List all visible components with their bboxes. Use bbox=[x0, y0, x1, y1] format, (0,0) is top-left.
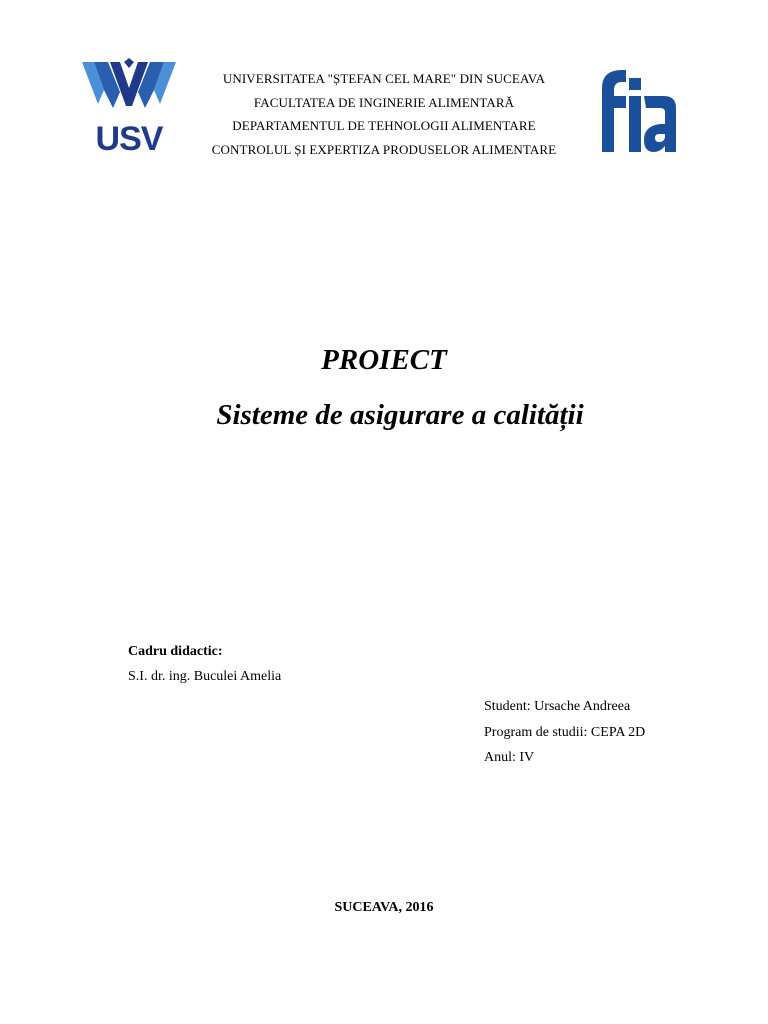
institution-header bbox=[150, 67, 618, 161]
university-name: UNIVERSITATEA "ȘTEFAN CEL MARE" DIN SUCEAVA bbox=[222, 71, 546, 86]
department-name: DEPARTAMENTUL DE TEHNOLOGII ALIMENTARE bbox=[232, 118, 536, 133]
place-date: SUCEAVA, 2016 bbox=[334, 900, 434, 915]
program-name: CONTROLUL ȘI EXPERTIZA PRODUSELOR ALIMENTARE bbox=[211, 141, 557, 157]
teacher-name: S.I. dr. ing. Buculei Amelia bbox=[128, 669, 282, 684]
svg-text:USV: USV bbox=[95, 120, 163, 154]
study-year: Anul: IV bbox=[484, 750, 535, 765]
document-title: PROIECT bbox=[321, 344, 447, 376]
study-program: Program de studii: CEPA 2D bbox=[484, 724, 646, 740]
student-info bbox=[484, 694, 645, 771]
student-name: Student: Ursache Andreea bbox=[484, 699, 631, 714]
document-subtitle: Sisteme de asigurare a calității bbox=[216, 399, 584, 431]
faculty-name: FACULTATEA DE INGINERIE ALIMENTARĂ bbox=[253, 94, 515, 110]
teacher-label: Cadru didactic: bbox=[128, 644, 223, 659]
